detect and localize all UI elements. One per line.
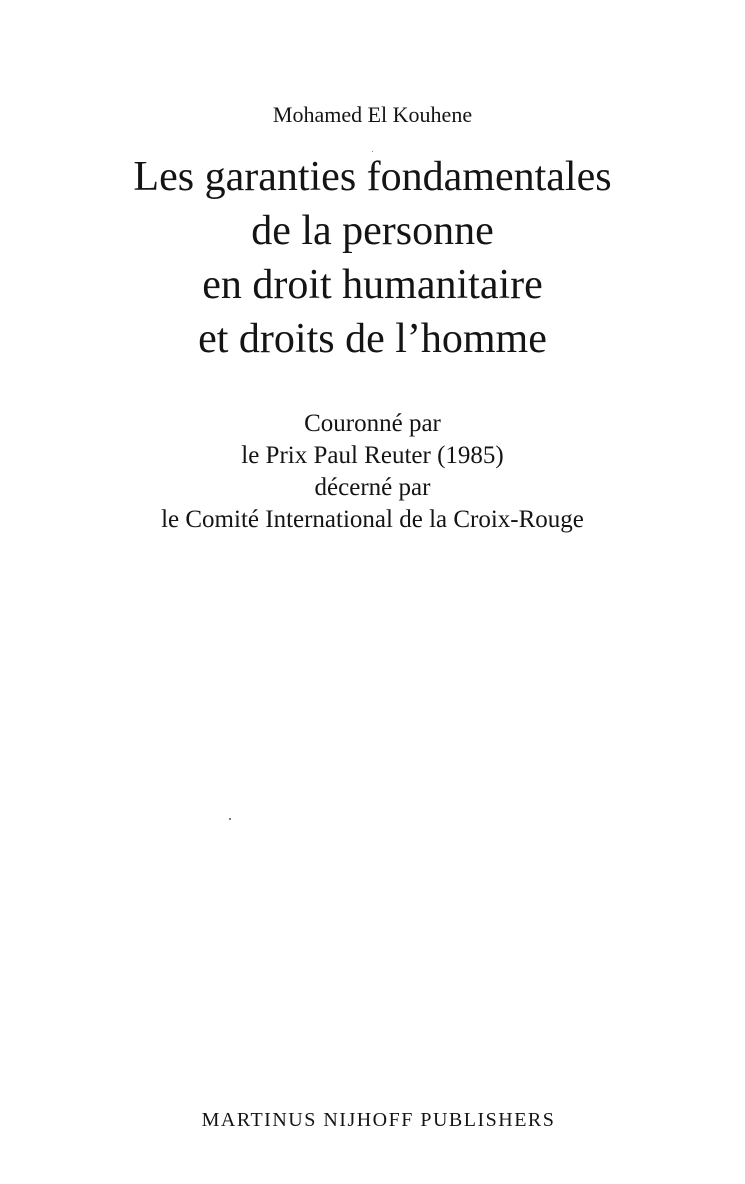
award-line: le Comité International de la Croix-Rouge bbox=[161, 506, 584, 533]
award-line: le Prix Paul Reuter (1985) bbox=[241, 442, 504, 469]
award-line: décerné par bbox=[314, 474, 431, 501]
book-title bbox=[0, 150, 745, 366]
title-line: de la personne bbox=[251, 208, 494, 254]
author-name: Mohamed El Kouhene bbox=[272, 102, 473, 127]
publisher-name: MARTINUS NIJHOFF PUBLISHERS bbox=[201, 1109, 556, 1131]
title-line: en droit humanitaire bbox=[202, 262, 543, 308]
title-line: et droits de l’homme bbox=[198, 316, 547, 362]
award-statement bbox=[0, 408, 745, 536]
award-line: Couronné par bbox=[304, 410, 441, 437]
title-line: Les garanties fondamentales bbox=[133, 154, 612, 200]
print-speck bbox=[372, 151, 373, 152]
print-speck bbox=[229, 818, 231, 820]
